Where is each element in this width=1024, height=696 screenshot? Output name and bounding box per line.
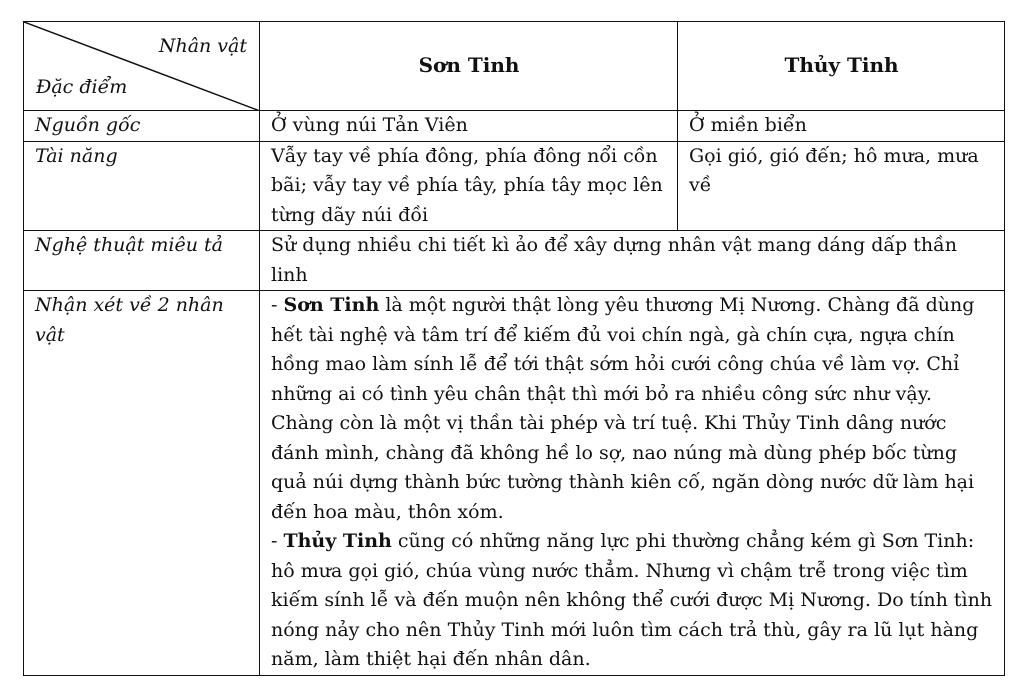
comment-name-son-tinh: Sơn Tinh xyxy=(283,294,380,316)
corner-header-cell xyxy=(24,22,260,111)
row-label-origin: Nguồn gốc xyxy=(24,111,260,142)
column-header-son-tinh: Sơn Tinh xyxy=(260,22,678,111)
table-row xyxy=(24,291,1005,676)
comment-text-son-tinh: là một người thật lòng yêu thương Mị Nương. Chàng đã dùng hết tài nghệ và tâm trí để kiếm đủ voi chín ngà, gà chín cựa, ngựa chín hồng mao làm sính lễ để tới thật sớm hỏi cưới công chúa về làm vợ. Chỉ những ai có tình yêu chân thật thì mới bỏ ra nhiều công sức như vậy. Chàng còn là một vị thần tài phép và trí tuệ. Khi Thủy Tinh dâng nước đánh mình, chàng đã không hề lo sợ, nao núng mà dùng phép bốc từng quả núi dựng thành bức tường thành kiên cố, ngăn dòng nước dữ làm hại đến hoa màu, thôn xóm. xyxy=(271,294,975,523)
corner-label-feature: Đặc điểm xyxy=(36,75,128,98)
table-row xyxy=(24,231,1005,291)
row-label-art: Nghệ thuật miêu tả xyxy=(24,231,260,291)
comment-name-thuy-tinh: Thủy Tinh xyxy=(283,530,392,552)
comment-thuy-tinh xyxy=(271,527,994,675)
comment-dash: - xyxy=(271,530,284,552)
row-label-comments: Nhận xét về 2 nhân vật xyxy=(24,291,260,676)
row-label-talent: Tài năng xyxy=(24,141,260,231)
header-row xyxy=(24,22,1005,111)
table-row xyxy=(24,141,1005,231)
cell-son-tinh-origin: Ở vùng núi Tản Viên xyxy=(260,111,678,142)
cell-son-tinh-talent: Vẫy tay về phía đông, phía đông nổi cồn bãi; vẫy tay về phía tây, phía tây mọc lên từng dãy núi đồi xyxy=(260,141,678,231)
comment-dash: - xyxy=(271,294,284,316)
cell-comments xyxy=(260,291,1005,676)
cell-thuy-tinh-talent: Gọi gió, gió đến; hô mưa, mưa về xyxy=(678,141,1005,231)
table-row xyxy=(24,111,1005,142)
column-header-thuy-tinh: Thủy Tinh xyxy=(678,22,1005,111)
comment-text-thuy-tinh: cũng có những năng lực phi thường chẳng kém gì Sơn Tinh: hô mưa gọi gió, chúa vùng nước thẳm. Nhưng vì chậm trễ trong việc tìm kiếm sính lễ và đến muộn nên không thể cưới được Mị Nương. Do tính tình nóng nảy cho nên Thủy Tinh mới luôn tìm cách trả thù, gây ra lũ lụt hàng năm, làm thiệt hại đến nhân dân. xyxy=(271,530,993,670)
comment-son-tinh xyxy=(271,291,994,527)
cell-thuy-tinh-origin: Ở miền biển xyxy=(678,111,1005,142)
cell-art-description: Sử dụng nhiều chi tiết kì ảo để xây dựng nhân vật mang dáng dấp thần linh xyxy=(260,231,1005,291)
corner-label-character: Nhân vật xyxy=(158,35,247,57)
comparison-table xyxy=(23,21,1005,676)
